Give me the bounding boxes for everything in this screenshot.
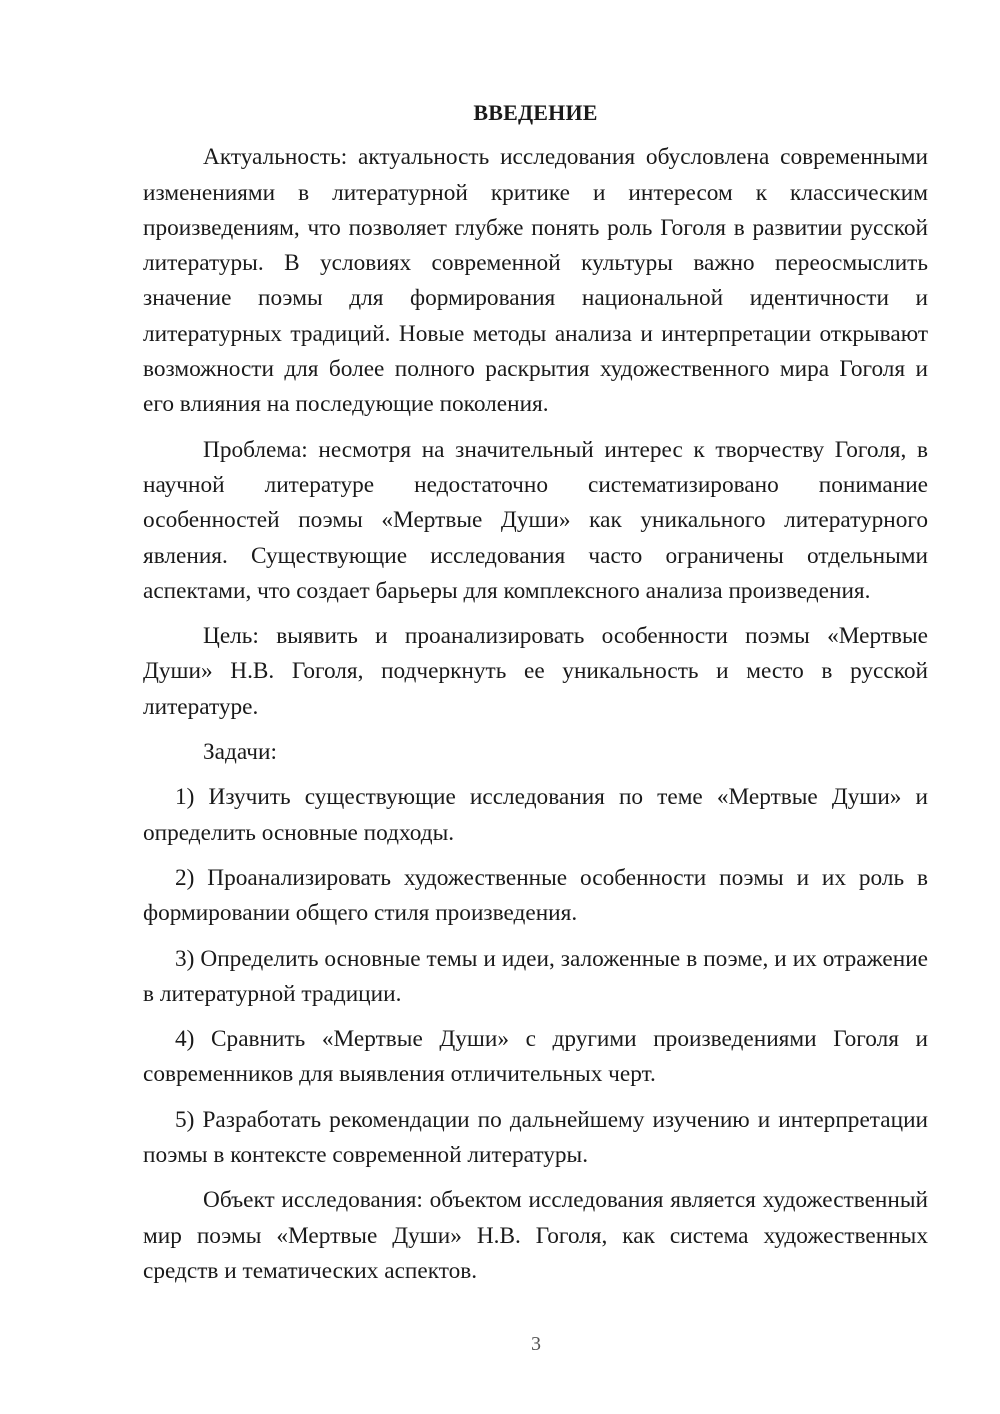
task-item-2: 2) Проанализировать художественные особенности поэмы и их роль в формировании общего стиля произведения. <box>143 864 928 927</box>
tasks-label: Задачи: <box>203 739 277 766</box>
problem-paragraph: Проблема: несмотря на значительный интерес к творчеству Гоголя, в научной литературе недостаточно систематизировано понимание особенностей поэмы «Мертвые Души» как уникального литературного явления. Существующие исследования часто ограничены отдельными аспектами, что создает барьеры для комплексного анализа произведения. <box>143 436 928 604</box>
task-item-3: 3) Определить основные темы и идеи, заложенные в поэме, и их отражение в литературной традиции. <box>143 945 928 1007</box>
task-item-1: 1) Изучить существующие исследования по теме «Мертвые Души» и определить основные подходы. <box>143 784 928 846</box>
page-title: ВВЕДЕНИЕ <box>473 100 598 125</box>
relevance-paragraph: Актуальность: актуальность исследования обусловлена современными изменениями в литературной критике и интересом к классическим произведениям, что позволяет глубже понять роль Гоголя в развитии русской литературы. В условиях современной культуры важно переосмыслить значение поэмы для формирования национальной идентичности и литературных традиций. Новые методы анализа и интерпретации открывают возможности для более полного раскрытия художественного мира Гоголя и его влияния на последующие поколения. <box>143 144 928 418</box>
task-item-4: 4) Сравнить «Мертвые Души» с другими произведениями Гоголя и современников для выявления отличительных черт. <box>143 1026 928 1088</box>
document-page <box>143 95 928 1299</box>
page-number: 3 <box>531 1333 541 1355</box>
goal-paragraph: Цель: выявить и проанализировать особенности поэмы «Мертвые Души» Н.В. Гоголя, подчеркнуть ее уникальность и место в русской литературе. <box>143 623 928 720</box>
task-item-5: 5) Разработать рекомендации по дальнейшему изучению и интерпретации поэмы в контексте современной литературы. <box>143 1106 928 1169</box>
object-paragraph: Объект исследования: объектом исследования является художественный мир поэмы «Мертвые Души» Н.В. Гоголя, как система художественных средств и тематических аспектов. <box>143 1187 928 1284</box>
